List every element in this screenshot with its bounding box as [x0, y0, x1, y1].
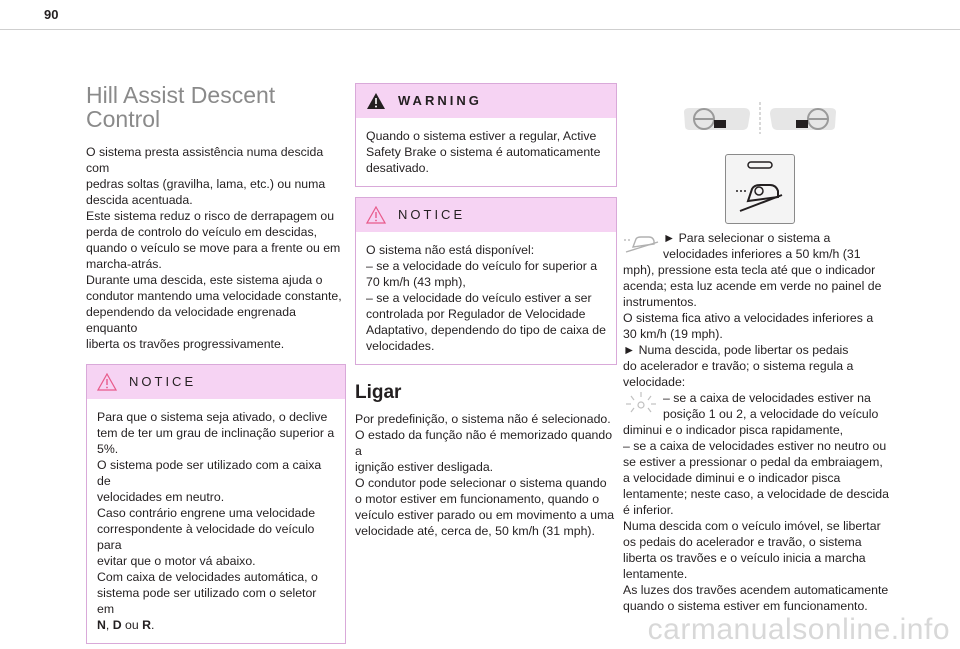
text-line: marcha-atrás. [86, 257, 162, 271]
text-line: – se a velocidade do veículo for superior a [366, 259, 598, 273]
text-line: diminui e o indicador pisca rapidamente, [623, 423, 844, 437]
text-line: O estado da função não é memorizado quando a [355, 428, 613, 458]
text-line: velocidade: [623, 375, 686, 389]
text-line: descida acentuada. [86, 193, 193, 207]
hill-descent-button-figure [725, 154, 795, 224]
text-line: perda de controlo do veículo em descidas, [86, 225, 318, 239]
text-line: O condutor pode selecionar o sistema quando [355, 476, 607, 490]
text-line: 70 km/h (43 mph), [366, 275, 466, 289]
text-line: O sistema pode ser utilizado com a caixa de [97, 458, 322, 488]
text-line: Para que o sistema seja ativado, o declive [97, 410, 328, 424]
text-line: liberta os travões e o veículo inicia a marcha [623, 551, 866, 565]
text-line: As luzes dos travões acendem automaticamente [623, 583, 889, 597]
text-line: 30 km/h (19 mph). [623, 327, 723, 341]
right-dashboard-icon [770, 108, 836, 130]
text-line: ► Numa descida, pode libertar os pedais [623, 343, 849, 357]
text-line: Adaptativo, dependendo do tipo de caixa de [366, 323, 606, 337]
text-line: do acelerador e travão; o sistema regula a [623, 359, 854, 373]
intro-paragraph [86, 144, 346, 352]
text-line: posição 1 ou 2, a velocidade do veículo [663, 407, 879, 421]
text-line: evitar que o motor vá abaixo. [97, 554, 256, 568]
watermark: carmanualsonline.info [647, 613, 950, 646]
text-line: O sistema presta assistência numa descida com [86, 145, 324, 175]
instruction-block-1 [623, 230, 891, 262]
text-line: é inferior. [623, 503, 674, 517]
text-line: O sistema não está disponível: [366, 243, 535, 257]
text-line: quando o veículo se move para a frente ou em [86, 241, 341, 255]
notice-header [356, 198, 616, 232]
hill-descent-indicator-icon [623, 230, 661, 256]
page-number: 90 [44, 7, 59, 22]
ligar-paragraph [355, 411, 617, 539]
text-line: tem de ter um grau de inclinação superior a [97, 426, 335, 440]
text-line: controlada por Regulador de Velocidade [366, 307, 586, 321]
text-line: se estiver a pressionar o pedal da embraiagem, [623, 455, 883, 469]
text-line: Durante uma descida, este sistema ajuda o [86, 273, 323, 287]
warning-triangle-icon [97, 373, 117, 391]
text-line: veículo estiver parado ou em movimento a uma [355, 508, 615, 522]
text-line: – se a caixa de velocidades estiver no neutro ou [623, 439, 887, 453]
notice-body [87, 399, 345, 643]
left-dashboard-icon [684, 108, 750, 130]
warning-label: WARNING [398, 93, 482, 108]
text-line: – se a velocidade do veículo estiver a ser [366, 291, 592, 305]
text-line: 5%. [97, 442, 119, 456]
gear-r: R [142, 618, 152, 632]
title-line: Control [86, 106, 161, 132]
text-line: O sistema fica ativo a velocidades inferiores a [623, 311, 874, 325]
column-1 [86, 83, 346, 644]
text-line: Com caixa de velocidades automática, o [97, 570, 318, 584]
text-line: o motor estiver em funcionamento, quando o [355, 492, 600, 506]
notice-box [355, 197, 617, 365]
text-line: – se a caixa de velocidades estiver na [663, 391, 871, 405]
hill-descent-button-icon [726, 155, 794, 223]
gear-d: D [112, 618, 122, 632]
section-title-hill-assist [86, 83, 346, 131]
instruction-paragraph [623, 262, 891, 390]
separator: ou [121, 618, 143, 632]
text-line: condutor mantendo uma velocidade constante, [86, 289, 342, 303]
text-line: acenda; esta luz acende em verde no painel de [623, 279, 882, 293]
text-line: ► Para selecionar o sistema a [663, 231, 831, 245]
text-line: pedras soltas (gravilha, lama, etc.) ou numa [86, 177, 326, 191]
text-line: instrumentos. [623, 295, 697, 309]
notice-body [356, 232, 616, 364]
text-line: ignição estiver desligada. [355, 460, 494, 474]
text-line: Este sistema reduz o risco de derrapagem ou [86, 209, 335, 223]
text-line: os pedais do acelerador e travão, o sistema [623, 535, 862, 549]
text-line: desativado. [366, 161, 429, 175]
period: . [151, 618, 155, 632]
section-title-ligar: Ligar [355, 382, 402, 403]
header-rule [0, 29, 960, 30]
warning-triangle-icon [366, 92, 386, 110]
warning-header [356, 84, 616, 118]
text-line: lentamente. [623, 567, 688, 581]
notice-header [87, 365, 345, 399]
text-line: lentamente; neste caso, a velocidade de descida [623, 487, 889, 501]
text-line: dependendo da velocidade engrenada enquanto [86, 305, 296, 335]
text-line: Quando o sistema estiver a regular, Active [366, 129, 597, 143]
text-line: sistema pode ser utilizado com o seletor em [97, 586, 317, 616]
text-line: velocidades em neutro. [97, 490, 225, 504]
text-line: velocidades. [366, 339, 435, 353]
blinking-indicator-icon [623, 390, 659, 418]
title-line: Hill Assist Descent [86, 82, 276, 108]
separator: , [105, 618, 113, 632]
text-line: velocidades inferiores a 50 km/h (31 [663, 247, 861, 261]
text-line: Numa descida com o veículo imóvel, se libertar [623, 519, 881, 533]
warning-body [356, 118, 616, 186]
text-line: quando o sistema estiver em funcionamento. [623, 599, 868, 613]
gear-selector-line [97, 617, 335, 633]
text-line: liberta os travões progressivamente. [86, 337, 285, 351]
steering-wheel-locations-figure [682, 100, 840, 136]
notice-label: NOTICE [129, 374, 197, 389]
text-line: velocidade até, cerca de, 50 km/h (31 mph). [355, 524, 595, 538]
instruction-block-2 [623, 390, 891, 422]
warning-box [355, 83, 617, 187]
text-line: mph), pressione esta tecla até que o indicador [623, 263, 876, 277]
column-2 [355, 83, 617, 539]
warning-triangle-icon [366, 206, 386, 224]
text-line: a velocidade diminui e o indicador pisca [623, 471, 841, 485]
gear-n: N [97, 618, 106, 632]
column-3 [623, 230, 891, 614]
text-line: Safety Brake o sistema é automaticamente [366, 145, 601, 159]
text-line: correspondente à velocidade do veículo para [97, 522, 315, 552]
text-line: Por predefinição, o sistema não é selecionado. [355, 412, 611, 426]
instruction-paragraph [623, 422, 891, 614]
notice-box [86, 364, 346, 644]
notice-label: NOTICE [398, 207, 466, 222]
text-line: Caso contrário engrene uma velocidade [97, 506, 316, 520]
